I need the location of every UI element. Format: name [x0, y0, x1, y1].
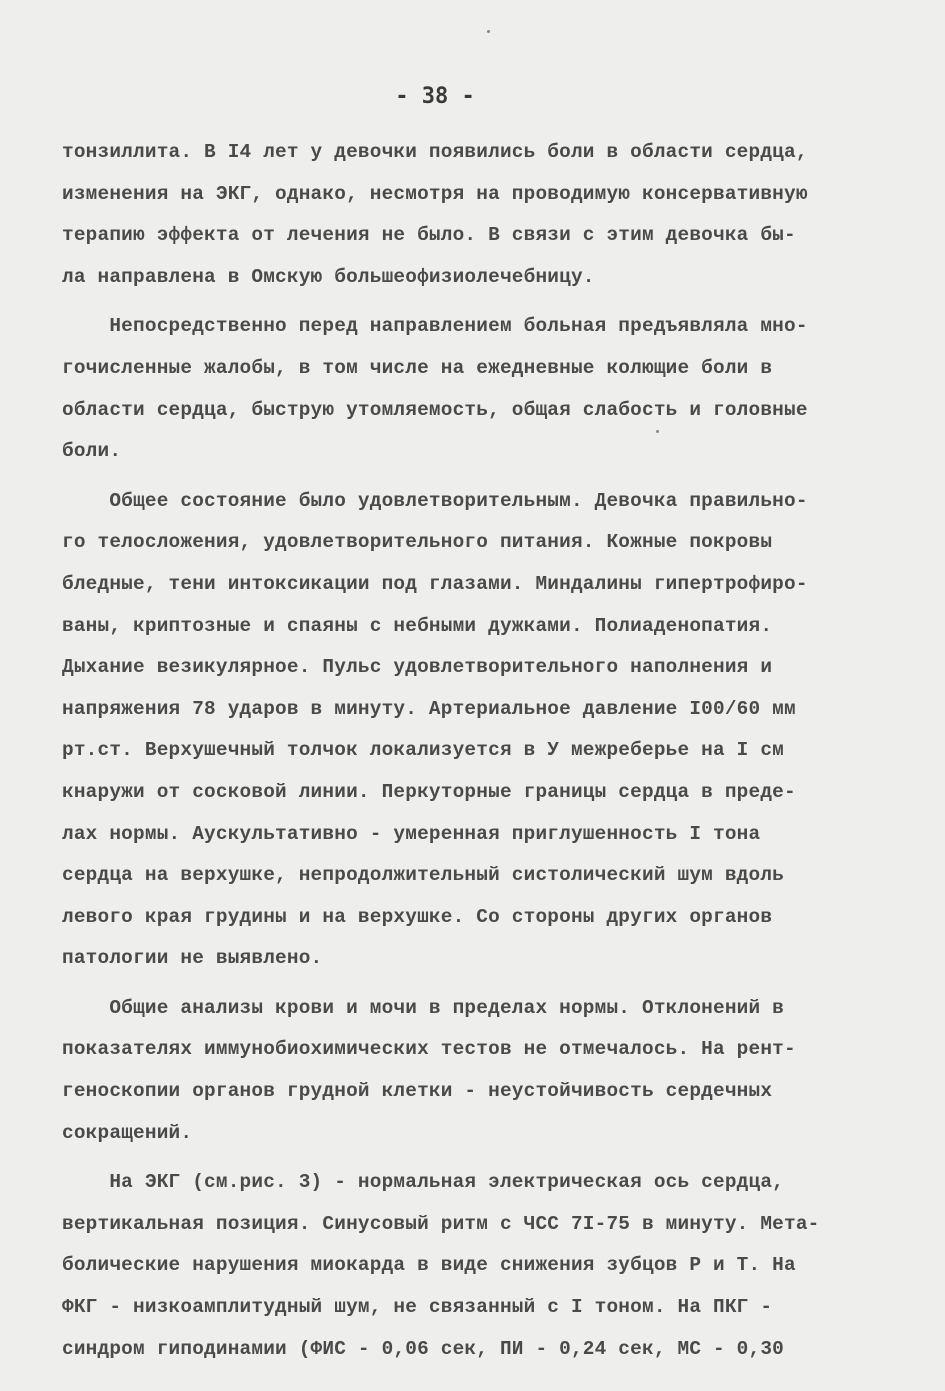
- paragraph: [62, 988, 882, 1154]
- paragraph: [62, 306, 882, 472]
- text-line: сокращений.: [62, 1121, 193, 1144]
- paragraph: [62, 1162, 882, 1370]
- text-line: терапию эффекта от лечения не было. В связи с этим девочка бы-: [62, 224, 796, 247]
- text-line: боли.: [62, 440, 122, 463]
- text-line: показателях иммунобиохимических тестов не отмечалось. На рент-: [62, 1038, 796, 1061]
- scan-speck: [487, 30, 490, 33]
- text-line: го телосложения, удовлетворительного питания. Кожные покровы: [62, 531, 773, 554]
- text-line: Непосредственно перед направлением больная предъявляла мно-: [62, 315, 808, 338]
- text-line: рт.ст. Верхушечный толчок локализуется в У межреберье на I см: [62, 739, 785, 762]
- text-line: Дыхание везикулярное. Пульс удовлетворительного наполнения и: [62, 656, 773, 679]
- document-body: [62, 132, 882, 1370]
- text-line: геноскопии органов грудной клетки - неустойчивость сердечных: [62, 1080, 773, 1103]
- page-number: - 38 -: [395, 84, 475, 109]
- text-line: Общее состояние было удовлетворительным. Девочка правильно-: [62, 489, 808, 512]
- text-line: гочисленные жалобы, в том числе на ежедневные колющие боли в: [62, 356, 773, 379]
- text-line: синдром гиподинамии (ФИС - 0,06 сек, ПИ - 0,24 сек, МС - 0,30: [62, 1337, 785, 1360]
- text-line: болические нарушения миокарда в виде снижения зубцов Р и Т. На: [62, 1254, 796, 1277]
- text-line: кнаружи от сосковой линии. Перкуторные границы сердца в преде-: [62, 780, 796, 803]
- text-line: лах нормы. Аускультативно - умеренная приглушенность I тона: [62, 822, 761, 845]
- text-line: ла направлена в Омскую большеофизиолечебницу.: [62, 265, 595, 288]
- text-line: области сердца, быструю утомляемость, общая слабость и головные: [62, 398, 808, 421]
- text-line: Общие анализы крови и мочи в пределах нормы. Отклонений в: [62, 996, 785, 1019]
- text-line: ваны, криптозные и спаяны с небными дужками. Полиаденопатия.: [62, 614, 773, 637]
- text-line: ФКГ - низкоамплитудный шум, не связанный с I тоном. На ПКГ -: [62, 1296, 773, 1319]
- text-line: бледные, тени интоксикации под глазами. Миндалины гипертрофиро-: [62, 572, 808, 595]
- text-line: изменения на ЭКГ, однако, несмотря на проводимую консервативную: [62, 182, 808, 205]
- text-line: вертикальная позиция. Синусовый ритм с ЧСС 7I-75 в минуту. Мета-: [62, 1212, 820, 1235]
- paragraph: [62, 481, 882, 980]
- text-line: левого края грудины и на верхушке. Со стороны других органов: [62, 905, 773, 928]
- text-line: сердца на верхушке, непродолжительный систолический шум вдоль: [62, 864, 785, 887]
- paragraph: [62, 132, 882, 298]
- text-line: напряжения 78 ударов в минуту. Артериальное давление I00/60 мм: [62, 697, 796, 720]
- text-line: На ЭКГ (см.рис. 3) - нормальная электрическая ось сердца,: [62, 1171, 785, 1194]
- text-line: тонзиллита. В I4 лет у девочки появились боли в области сердца,: [62, 141, 808, 163]
- text-line: патологии не выявлено.: [62, 947, 323, 970]
